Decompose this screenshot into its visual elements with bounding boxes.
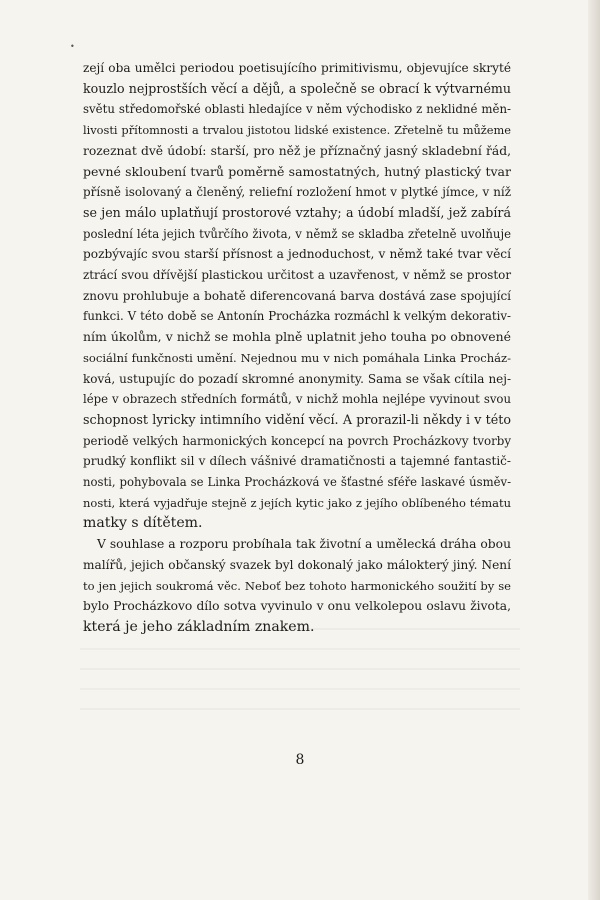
show-through-line [80,648,520,650]
text-line: funkci. V této době se Antonín Procházka rozmáchl k velkým dekorativ- [83,309,511,324]
text-line: ková, ustupujíc do pozadí skromné anonymity. Sama se však cítila nej- [83,371,511,386]
text-line: nosti, která vyjadřuje stejně z jejích kytic jako z jejího oblíbeného tématu [83,495,511,510]
text-line: znovu prohlubuje a bohatě diferencovaná barva dostává zase spojující [83,288,511,303]
text-line: rozeznat dvě údobí: starší, pro něž je příznačný jasný skladební řád, [83,143,511,158]
paragraph-1 [83,58,511,534]
body-text [83,58,511,638]
text-line: poslední léta jejich tvůrčího života, v němž se skladba zřetelně uvolňuje [83,226,511,241]
text-line: pozbývajíc svou starší přísnost a jednoduchost, v němž také tvar věcí [83,247,511,262]
text-line: zejí oba umělci periodou poetisujícího primitivismu, objevujíce skryté [83,61,511,75]
text-line: livosti přítomnosti a trvalou jistotou lidské existence. Zřetelně tu můžeme [83,123,511,138]
page-number: 8 [295,752,305,768]
paragraph-2 [83,534,511,638]
text-line: sociální funkčnosti umění. Nejednou mu v nich pomáhala Linka Procház- [83,350,511,365]
text-line: periodě velkých harmonických koncepcí na povrch Procházkovy tvorby [83,433,511,448]
text-line: přísně isolovaný a členěný, reliefní rozložení hmot v plytké jímce, v níž [83,185,511,200]
text-line: ztrácí svou dřívější plastickou určitost a uzavřenost, v němž se prostor [83,268,511,283]
text-line: bylo Procházkovo dílo sotva vyvinulo v onu velkolepou oslavu života, [83,599,511,614]
text-line: která je jeho základním znakem. [83,618,315,635]
text-line: pevné skloubení tvarů poměrně samostatných, hutný plastický tvar [83,163,511,179]
text-line: matky s dítětem. [83,515,203,532]
text-line: se jen málo uplatňují prostorové vztahy; a údobí mladší, jež zabírá [83,204,511,220]
text-line: malířů, jejich občanský svazek byl dokonalý jako málokterý jiný. Není [83,557,511,572]
text-line: kouzlo nejprostších věcí a dějů, a společně se obrací k výtvarnému [83,80,511,96]
text-line: nosti, pohybovala se Linka Procházková ve šťastné sféře laskavé úsměv- [83,475,511,490]
show-through-line [80,688,520,690]
paper-speck: • [70,42,75,51]
text-line: schopnost lyricky intimního vidění věcí. A prorazil-li někdy i v této [83,411,511,427]
text-line: V souhlase a rozporu probíhala tak životní a umělecká dráha obou [97,537,511,552]
show-through-line [80,668,520,670]
text-line: to jen jejich soukromá věc. Neboť bez tohoto harmonického soužití by se [83,578,511,593]
text-line: prudký konflikt sil v dílech vášnivé dramatičnosti a tajemné fantastič- [83,454,511,469]
show-through-line [80,708,520,710]
text-line: lépe v obrazech středních formátů, v nichž mohla nejlépe vyvinout svou [83,392,511,407]
text-line: ním úkolům, v nichž se mohla plně uplatnit jeho touha po obnovené [83,329,511,345]
text-line: světu středomořské oblasti hledajíce v něm východisko z neklidné měn- [83,102,511,117]
